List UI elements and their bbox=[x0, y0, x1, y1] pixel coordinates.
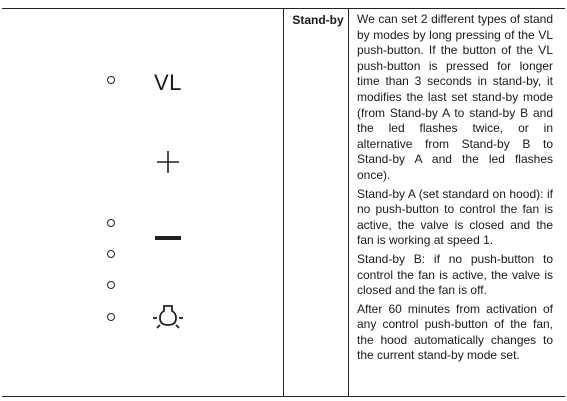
led-indicator-1 bbox=[107, 219, 115, 227]
description-column bbox=[357, 12, 553, 367]
column-divider-2 bbox=[348, 8, 349, 397]
description-paragraph: Stand-by A (set standard on hood): if no push-button to control the fan is active, the valve is closed and the fan is working at speed 1. bbox=[357, 186, 553, 248]
lamp-icon bbox=[153, 302, 183, 330]
description-paragraph: After 60 minutes from activation of any control push-button of the fan, the hood automatically changes to the current stand-by mode set. bbox=[357, 301, 553, 363]
description-paragraph: We can set 2 different types of stand by modes by long pressing of the VL push-button. If the button of the VL push-button is pressed for longer time than 3 seconds in stand-by, it modifies the last set stand-by mode (from Stand-by A to stand-by B and the led flashes twice, or in alternative from Stand-by B to Stand-by A and the led flashes once). bbox=[357, 12, 553, 182]
led-indicator-vl bbox=[107, 76, 115, 84]
led-indicator-2 bbox=[107, 250, 115, 258]
term-standby: Stand-by bbox=[292, 13, 344, 27]
minus-icon bbox=[155, 233, 181, 243]
plus-icon bbox=[156, 150, 180, 174]
description-paragraph: Stand-by B: if no push-button to control the fan is active, the valve is closed and the fan is off. bbox=[357, 251, 553, 298]
led-indicator-3 bbox=[107, 281, 115, 289]
led-indicator-4 bbox=[107, 313, 115, 321]
vl-button-label: VL bbox=[154, 70, 182, 95]
column-divider-1 bbox=[283, 8, 284, 397]
